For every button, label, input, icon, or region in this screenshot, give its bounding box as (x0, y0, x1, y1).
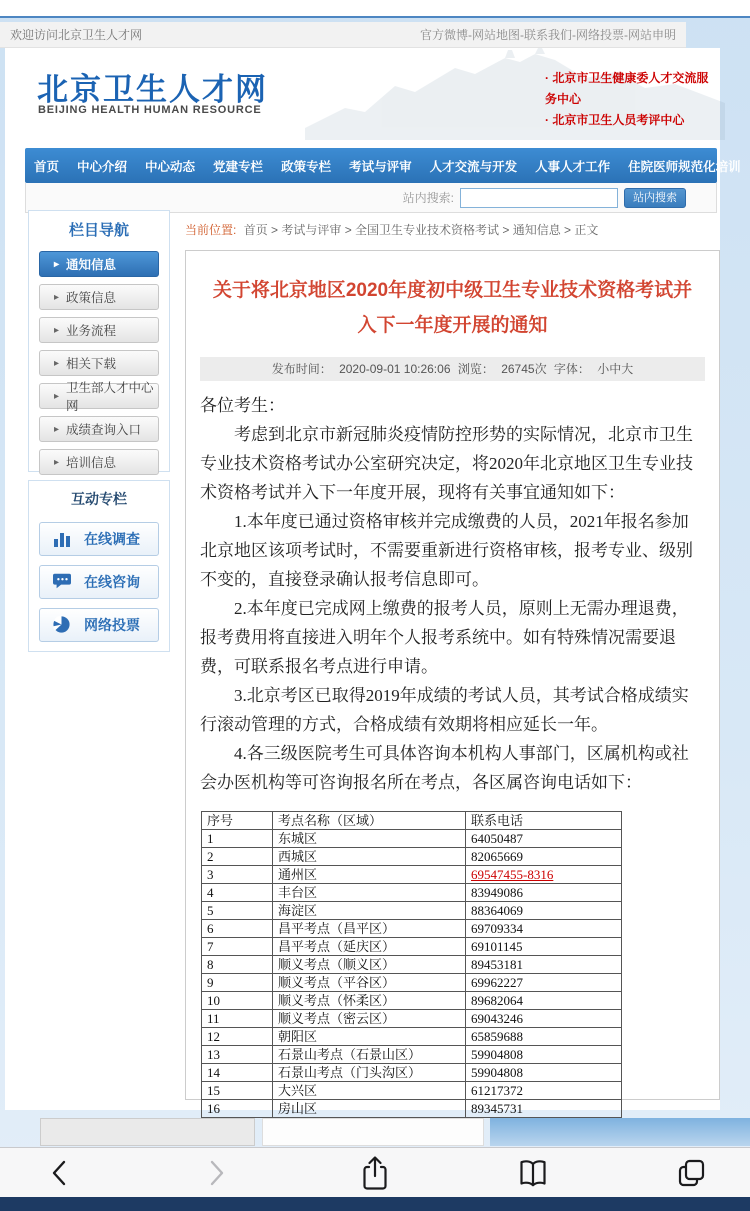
cell-index: 15 (202, 1082, 273, 1100)
table-row (202, 1082, 622, 1100)
back-icon[interactable] (42, 1156, 76, 1190)
affiliation-line-2: · 北京市卫生人员考评中心 (545, 113, 685, 127)
bar-chart-icon (52, 529, 72, 549)
phone-link[interactable]: 69547455-8316 (471, 867, 554, 882)
table-row (202, 902, 622, 920)
arrow-icon: ▸ (54, 456, 60, 468)
table-row (202, 956, 622, 974)
cell-index: 12 (202, 1028, 273, 1046)
cell-index: 8 (202, 956, 273, 974)
site-header (5, 48, 720, 140)
article-paragraph-2: 考虑到北京市新冠肺炎疫情防控形势的实际情况，北京市卫生专业技术资格考试办公室研究决定，将2020年北京地区卫生专业技术资格考试并入下一年度开展，现将有关事宜通知如下： (200, 425, 693, 502)
cell-index: 5 (202, 902, 273, 920)
cell-index: 9 (202, 974, 273, 992)
table-header-cell: 序号 (202, 812, 273, 830)
sidebar-interact-box (28, 480, 170, 652)
nav-item-8[interactable]: 人事人才工作 (535, 159, 611, 174)
bookmarks-icon[interactable] (516, 1156, 550, 1190)
cell-site-name: 海淀区 (273, 902, 466, 920)
nav-item-7[interactable]: 人才交流与开发 (429, 159, 518, 174)
table-row (202, 1028, 622, 1046)
search-bar (25, 183, 717, 213)
cell-phone: 64050487 (466, 830, 622, 848)
cell-phone: 83949086 (466, 884, 622, 902)
sidebar-item-label: 培训信息 (66, 456, 117, 470)
sidebar-item-3[interactable] (39, 317, 159, 343)
nav-item-2[interactable]: 中心介绍 (77, 159, 128, 174)
table-row (202, 884, 622, 902)
table-row (202, 1010, 622, 1028)
font-size-options[interactable]: 小中大 (597, 362, 634, 376)
main-nav (25, 148, 741, 183)
top-blue-line (0, 16, 750, 18)
cell-site-name: 顺义考点（怀柔区） (273, 992, 466, 1010)
search-button[interactable]: 站内搜索 (624, 188, 686, 208)
share-icon[interactable] (358, 1156, 392, 1190)
contact-phone-table (201, 811, 622, 1118)
pie-chart-icon (52, 615, 72, 635)
table-row (202, 1064, 622, 1082)
sidebar-item-6[interactable] (39, 416, 159, 442)
article-paragraph-4: 2.本年度已完成网上缴费的报考人员，原则上无需办理退费，报考费用将直接进入明年个人报考系统中。如有特殊情况需要退费，可联系报名考点进行申请。 (200, 599, 689, 676)
arrow-icon: ▸ (54, 423, 60, 435)
cell-index: 10 (202, 992, 273, 1010)
table-row (202, 1100, 622, 1118)
table-row (202, 866, 622, 884)
cell-site-name: 昌平考点（延庆区） (273, 938, 466, 956)
cell-phone: 89682064 (466, 992, 622, 1010)
nav-item-6[interactable]: 考试与评审 (349, 159, 412, 174)
interact-item-label: 在线调查 (84, 531, 140, 547)
sidebar-item-5[interactable] (39, 381, 159, 413)
font-size-label: 字体： (553, 362, 590, 376)
cell-phone: 69043246 (466, 1010, 622, 1028)
cell-site-name: 朝阳区 (273, 1028, 466, 1046)
cell-site-name: 顺义考点（顺义区） (273, 956, 466, 974)
publish-time-label: 发布时间： (271, 362, 332, 376)
cell-index: 4 (202, 884, 273, 902)
nav-item-4[interactable]: 党建专栏 (213, 159, 264, 174)
sidebar-column-nav (28, 210, 170, 472)
cell-phone: 65859688 (466, 1028, 622, 1046)
cell-phone: 88364069 (466, 902, 622, 920)
article-body (200, 391, 705, 797)
views-label: 浏览： (457, 362, 494, 376)
search-label: 站内搜索: (402, 191, 454, 205)
cell-index: 11 (202, 1010, 273, 1028)
table-row (202, 848, 622, 866)
cell-phone: 61217372 (466, 1082, 622, 1100)
cell-phone (466, 866, 622, 884)
site-topbar (0, 22, 686, 48)
table-header-cell: 联系电话 (466, 812, 622, 830)
cell-site-name: 丰台区 (273, 884, 466, 902)
footer-partial-banner-image (490, 1118, 750, 1146)
welcome-text: 欢迎访问北京卫生人才网 (10, 28, 143, 42)
sidebar-item-label: 卫生部人才中心网 (66, 381, 154, 413)
table-row (202, 1046, 622, 1064)
site-logo-english: BEIJING HEALTH HUMAN RESOURCE (38, 104, 262, 116)
sidebar-item-label: 成绩查询入口 (66, 423, 142, 437)
sidebar-item-4[interactable] (39, 350, 159, 376)
footer-partial-block-middle (262, 1118, 484, 1146)
table-row (202, 992, 622, 1010)
top-white-strip (0, 0, 750, 16)
cell-site-name: 昌平考点（昌平区） (273, 920, 466, 938)
sidebar-nav-title: 栏目导航 (68, 222, 129, 239)
cell-index: 14 (202, 1064, 273, 1082)
sidebar-nav-list (29, 251, 169, 475)
cell-phone: 89453181 (466, 956, 622, 974)
interact-item-2[interactable] (39, 565, 159, 599)
cell-index: 3 (202, 866, 273, 884)
sidebar-item-label: 相关下载 (66, 357, 117, 371)
page-bottom-bar (0, 1197, 750, 1211)
sidebar-interact-title: 互动专栏 (71, 491, 127, 507)
cell-site-name: 顺义考点（平谷区） (273, 974, 466, 992)
table-header-row (202, 812, 622, 830)
arrow-icon: ▸ (54, 258, 60, 270)
breadcrumb (185, 221, 720, 238)
article-container (185, 250, 720, 1116)
cell-phone: 69101145 (466, 938, 622, 956)
table-row (202, 920, 622, 938)
cell-phone: 69709334 (466, 920, 622, 938)
sidebar-item-label: 通知信息 (66, 258, 117, 272)
arrow-icon: ▸ (54, 357, 60, 369)
nav-item-1[interactable]: 首页 (34, 159, 60, 174)
cell-site-name: 东城区 (273, 830, 466, 848)
cell-site-name: 大兴区 (273, 1082, 466, 1100)
search-input[interactable] (460, 188, 618, 208)
cell-site-name: 房山区 (273, 1100, 466, 1118)
cell-phone: 69962227 (466, 974, 622, 992)
article-paragraph-6: 4.各三级医院考生可具体咨询本机构人事部门，区属机构或社会办医机构等可咨询报名所在考点，各区属咨询电话如下： (200, 744, 689, 792)
arrow-icon: ▸ (54, 390, 60, 402)
interact-item-label: 网络投票 (84, 617, 140, 633)
topbar-links[interactable]: 官方微博-网站地图-联系我们-网络投票-网站申明 (420, 28, 676, 42)
interact-item-1[interactable] (39, 522, 159, 556)
site-logo[interactable]: 北京卫生人才网 (37, 72, 268, 107)
nav-item-5[interactable]: 政策专栏 (281, 159, 332, 174)
breadcrumb-prefix: 当前位置: (185, 223, 237, 237)
breadcrumb-path[interactable]: 首页 > 考试与评审 > 全国卫生专业技术资格考试 > 通知信息 > 正文 (243, 223, 599, 237)
affiliation-text (545, 68, 720, 131)
views-value: 26745次 (501, 362, 547, 376)
affiliation-line-1: · 北京市卫生健康委人才交流服务中心 (545, 71, 709, 106)
article-title: 关于将北京地区2020年度初中级卫生专业技术资格考试并入下一年度开展的通知 (212, 280, 693, 336)
chat-bubble-icon (52, 572, 72, 592)
cell-index: 1 (202, 830, 273, 848)
sidebar-item-label: 政策信息 (66, 291, 117, 305)
cell-site-name: 通州区 (273, 866, 466, 884)
nav-item-3[interactable]: 中心动态 (145, 159, 196, 174)
article-paragraph-5: 3.北京考区已取得2019年成绩的考试人员，其考试合格成绩实行滚动管理的方式，合格成绩有效期将相应延长一年。 (200, 686, 689, 734)
nav-item-9[interactable]: 住院医师规范化培训 (628, 159, 741, 174)
cell-site-name: 石景山考点（门头沟区） (273, 1064, 466, 1082)
article-paragraph-3: 1.本年度已通过资格审核并完成缴费的人员，2021年报名参加北京地区该项考试时，不需要重新进行资格审核，报考专业、级别不变的，直接登录确认报考信息即可。 (200, 512, 693, 589)
interact-item-label: 在线咨询 (84, 574, 140, 590)
table-row (202, 938, 622, 956)
table-row (202, 830, 622, 848)
cell-site-name: 石景山考点（石景山区） (273, 1046, 466, 1064)
tabs-icon[interactable] (674, 1156, 708, 1190)
interact-item-3[interactable] (39, 608, 159, 642)
cell-index: 7 (202, 938, 273, 956)
forward-icon (200, 1156, 234, 1190)
arrow-icon: ▸ (54, 324, 60, 336)
article-meta (200, 357, 705, 381)
footer-partial-block-left (40, 1118, 255, 1146)
sidebar-item-label: 业务流程 (66, 324, 117, 338)
table-row (202, 974, 622, 992)
cell-phone: 59904808 (466, 1064, 622, 1082)
cell-phone: 89345731 (466, 1100, 622, 1118)
cell-index: 6 (202, 920, 273, 938)
article-paragraph-1: 各位考生： (200, 396, 285, 415)
sidebar-item-7[interactable] (39, 449, 159, 475)
cell-site-name: 顺义考点（密云区） (273, 1010, 466, 1028)
cell-phone: 82065669 (466, 848, 622, 866)
cell-site-name: 西城区 (273, 848, 466, 866)
cell-phone: 59904808 (466, 1046, 622, 1064)
sidebar-item-2[interactable] (39, 284, 159, 310)
sidebar-interact-list (29, 522, 169, 642)
arrow-icon: ▸ (54, 291, 60, 303)
cell-index: 2 (202, 848, 273, 866)
cell-index: 16 (202, 1100, 273, 1118)
publish-time-value: 2020-09-01 10:26:06 (339, 362, 451, 376)
sidebar-item-1[interactable] (39, 251, 159, 277)
table-header-cell: 考点名称（区域） (273, 812, 466, 830)
cell-index: 13 (202, 1046, 273, 1064)
browser-toolbar (0, 1147, 750, 1197)
